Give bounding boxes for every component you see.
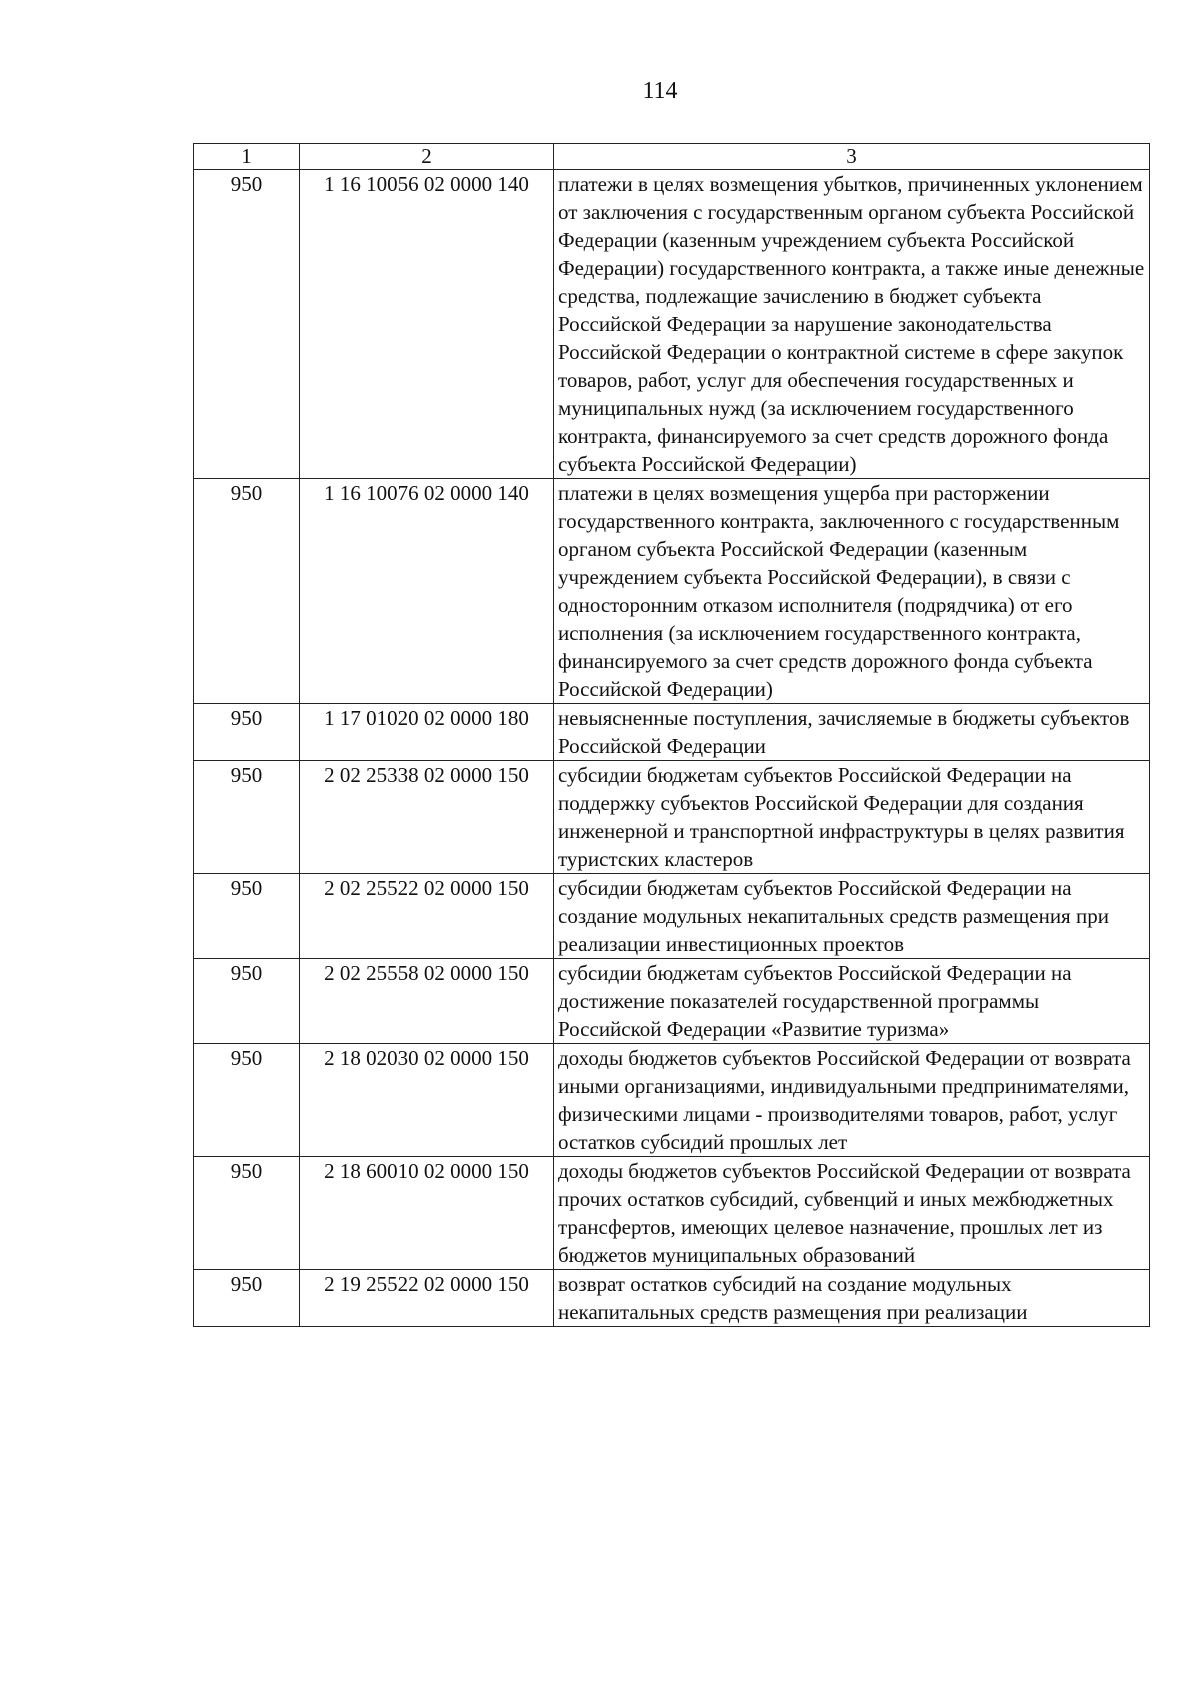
description-cell: невыясненные поступления, зачисляемые в бюджеты субъектов Российской Федерации (554, 704, 1150, 761)
revenue-code-cell: 2 18 02030 02 0000 150 (300, 1044, 554, 1157)
table-row (194, 761, 1150, 874)
admin-code-cell: 950 (194, 1157, 300, 1270)
revenue-code-cell: 2 02 25522 02 0000 150 (300, 874, 554, 959)
column-header-2: 2 (300, 144, 554, 170)
admin-code-cell: 950 (194, 1044, 300, 1157)
description-cell: субсидии бюджетам субъектов Российской Федерации на поддержку субъектов Российской Федерации для создания инженерной и транспортной инфраструктуры в целях развития туристских кластеров (554, 761, 1150, 874)
admin-code-cell: 950 (194, 959, 300, 1044)
admin-code-cell: 950 (194, 479, 300, 704)
admin-code-cell: 950 (194, 761, 300, 874)
revenue-code-cell: 2 18 60010 02 0000 150 (300, 1157, 554, 1270)
table-row (194, 959, 1150, 1044)
table-row (194, 479, 1150, 704)
revenue-code-cell: 2 19 25522 02 0000 150 (300, 1270, 554, 1327)
admin-code-cell: 950 (194, 170, 300, 479)
page-number: 114 (642, 78, 678, 104)
table-row (194, 1044, 1150, 1157)
admin-code-cell: 950 (194, 1270, 300, 1327)
table-row (194, 874, 1150, 959)
admin-code-cell: 950 (194, 704, 300, 761)
description-cell: субсидии бюджетам субъектов Российской Федерации на достижение показателей государственной программы Российской Федерации «Развитие туризма» (554, 959, 1150, 1044)
table-header-row (194, 144, 1150, 170)
revenue-codes-table (193, 143, 1150, 1327)
description-cell: возврат остатков субсидий на создание модульных некапитальных средств размещения при реализации (554, 1270, 1150, 1327)
table-row (194, 170, 1150, 479)
description-cell: платежи в целях возмещения ущерба при расторжении государственного контракта, заключенного с государственным органом субъекта Российской Федерации (казенным учреждением субъекта Российской Федерации), в связи с односторонним отказом исполнителя (подрядчика) от его исполнения (за исключением государственного контракта, финансируемого за счет средств дорожного фонда субъекта Российской Федерации) (554, 479, 1150, 704)
table-row (194, 1157, 1150, 1270)
description-cell: субсидии бюджетам субъектов Российской Федерации на создание модульных некапитальных средств размещения при реализации инвестиционных проектов (554, 874, 1150, 959)
revenue-code-cell: 2 02 25338 02 0000 150 (300, 761, 554, 874)
revenue-code-cell: 1 16 10076 02 0000 140 (300, 479, 554, 704)
revenue-code-cell: 1 17 01020 02 0000 180 (300, 704, 554, 761)
description-cell: доходы бюджетов субъектов Российской Федерации от возврата прочих остатков субсидий, субвенций и иных межбюджетных трансфертов, имеющих целевое назначение, прошлых лет из бюджетов муниципальных образований (554, 1157, 1150, 1270)
description-cell: доходы бюджетов субъектов Российской Федерации от возврата иными организациями, индивидуальными предпринимателями, физическими лицами - производителями товаров, работ, услуг остатков субсидий прошлых лет (554, 1044, 1150, 1157)
revenue-code-cell: 1 16 10056 02 0000 140 (300, 170, 554, 479)
revenue-code-cell: 2 02 25558 02 0000 150 (300, 959, 554, 1044)
column-header-1: 1 (194, 144, 300, 170)
admin-code-cell: 950 (194, 874, 300, 959)
table-row (194, 704, 1150, 761)
table-row (194, 1270, 1150, 1327)
description-cell: платежи в целях возмещения убытков, причиненных уклонением от заключения с государственным органом субъекта Российской Федерации (казенным учреждением субъекта Российской Федерации) государственного контракта, а также иные денежные средства, подлежащие зачислению в бюджет субъекта Российской Федерации за нарушение законодательства Российской Федерации о контрактной системе в сфере закупок товаров, работ, услуг для обеспечения государственных и муниципальных нужд (за исключением государственного контракта, финансируемого за счет средств дорожного фонда субъекта Российской Федерации) (554, 170, 1150, 479)
column-header-3: 3 (554, 144, 1150, 170)
